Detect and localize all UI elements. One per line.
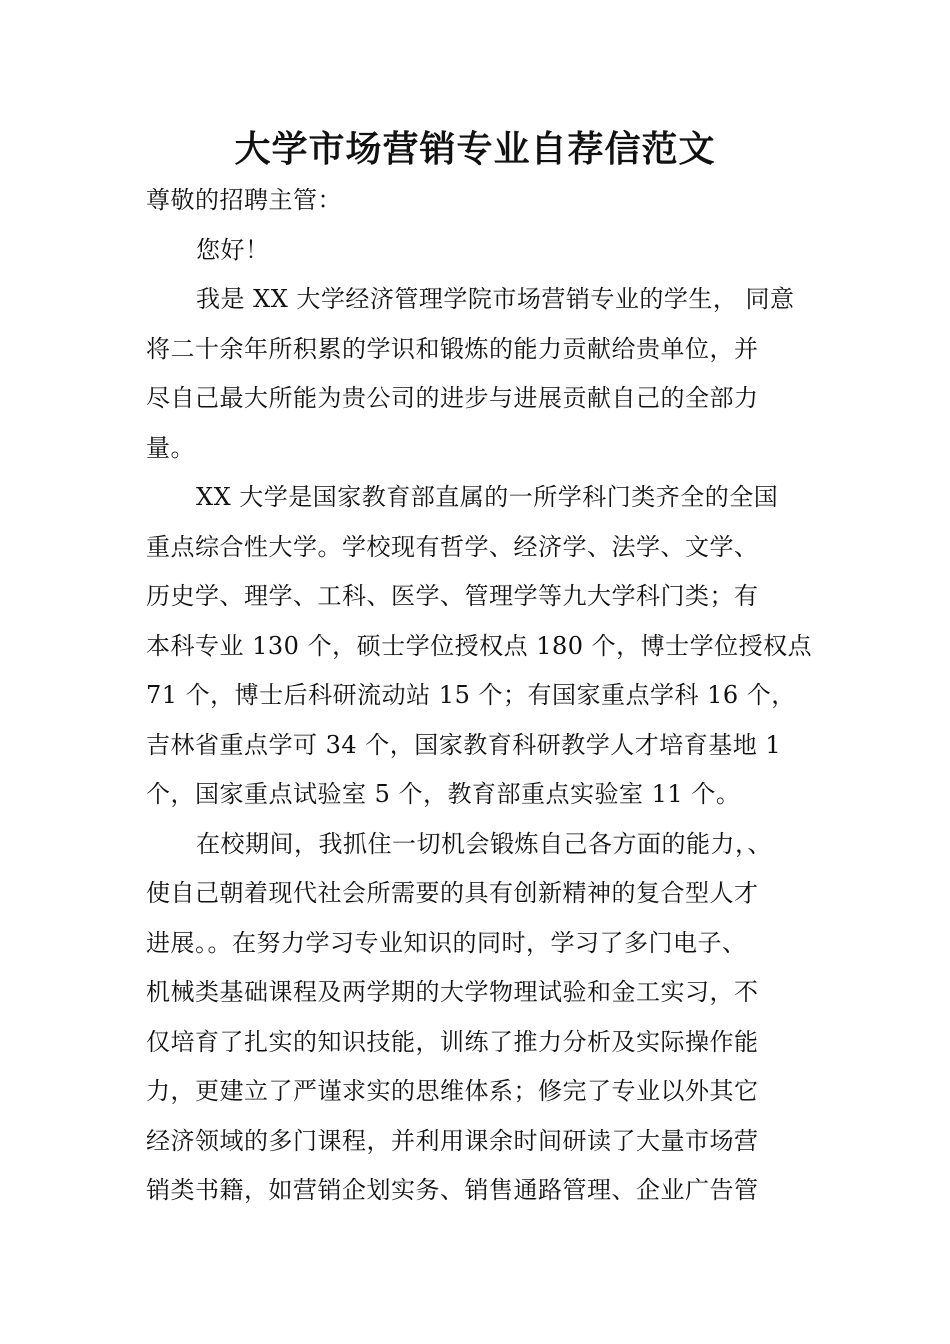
text-line: 销类书籍，如营销企划实务、销售通路管理、企业广告管 [146,1176,759,1204]
text-line: 个，国家重点试验室 5 个，教育部重点实验室 11 个。 [146,780,741,808]
text-line: 经济领域的多门课程，并利用课余时间研读了大量市场营 [146,1126,759,1155]
text-line: 尽自己最大所能为贵公司的进步与进展贡献自己的全部力 [146,384,759,412]
document-title: 大学市场营销专业自荐信范文 [234,129,716,170]
text-line: 吉林省重点学可 34 个，国家教育科研教学人才培育基地 1 [146,730,782,759]
text-line: 将二十余年所积累的学识和锻炼的能力贡献给贵单位，并 [146,334,759,363]
text-line: 我是 XX 大学经济管理学院市场营销专业的学生， 同意 [196,285,795,313]
text-line: 历史学、理学、工科、医学、管理学等九大学科门类；有 [146,582,759,610]
text-line: 力，更建立了严谨求实的思维体系；修完了专业以外其它 [146,1077,759,1105]
text-line: 71 个，博士后科研流动站 15 个；有国家重点学科 16 个， [146,681,796,709]
document-body [146,176,813,1216]
text-line: 您好！ [196,235,270,264]
text-line: 量。 [146,433,195,462]
text-line: 在校期间，我抓住一切机会锻炼自己各方面的能力，、 [196,829,772,858]
text-line: 仅培育了扎实的知识技能，训练了推力分析及实际操作能 [146,1027,759,1056]
text-line: 使自己朝着现代社会所需要的具有创新精神的复合型人才 [146,879,759,907]
text-line: 机械类基础课程及两学期的大学物理试验和金工实习，不 [146,978,759,1006]
text-line: XX 大学是国家教育部直属的一所学科门类齐全的全国 [196,483,779,511]
text-line: 重点综合性大学。学校现有哲学、经济学、法学、文学、 [146,532,759,561]
text-line: 本科专业 130 个，硕士学位授权点 180 个，博士学位授权点 [146,631,813,660]
text-line: 进展。。在努力学习专业知识的同时，学习了多门电子、 [146,928,747,957]
text-line: 尊敬的招聘主管： [146,186,342,214]
